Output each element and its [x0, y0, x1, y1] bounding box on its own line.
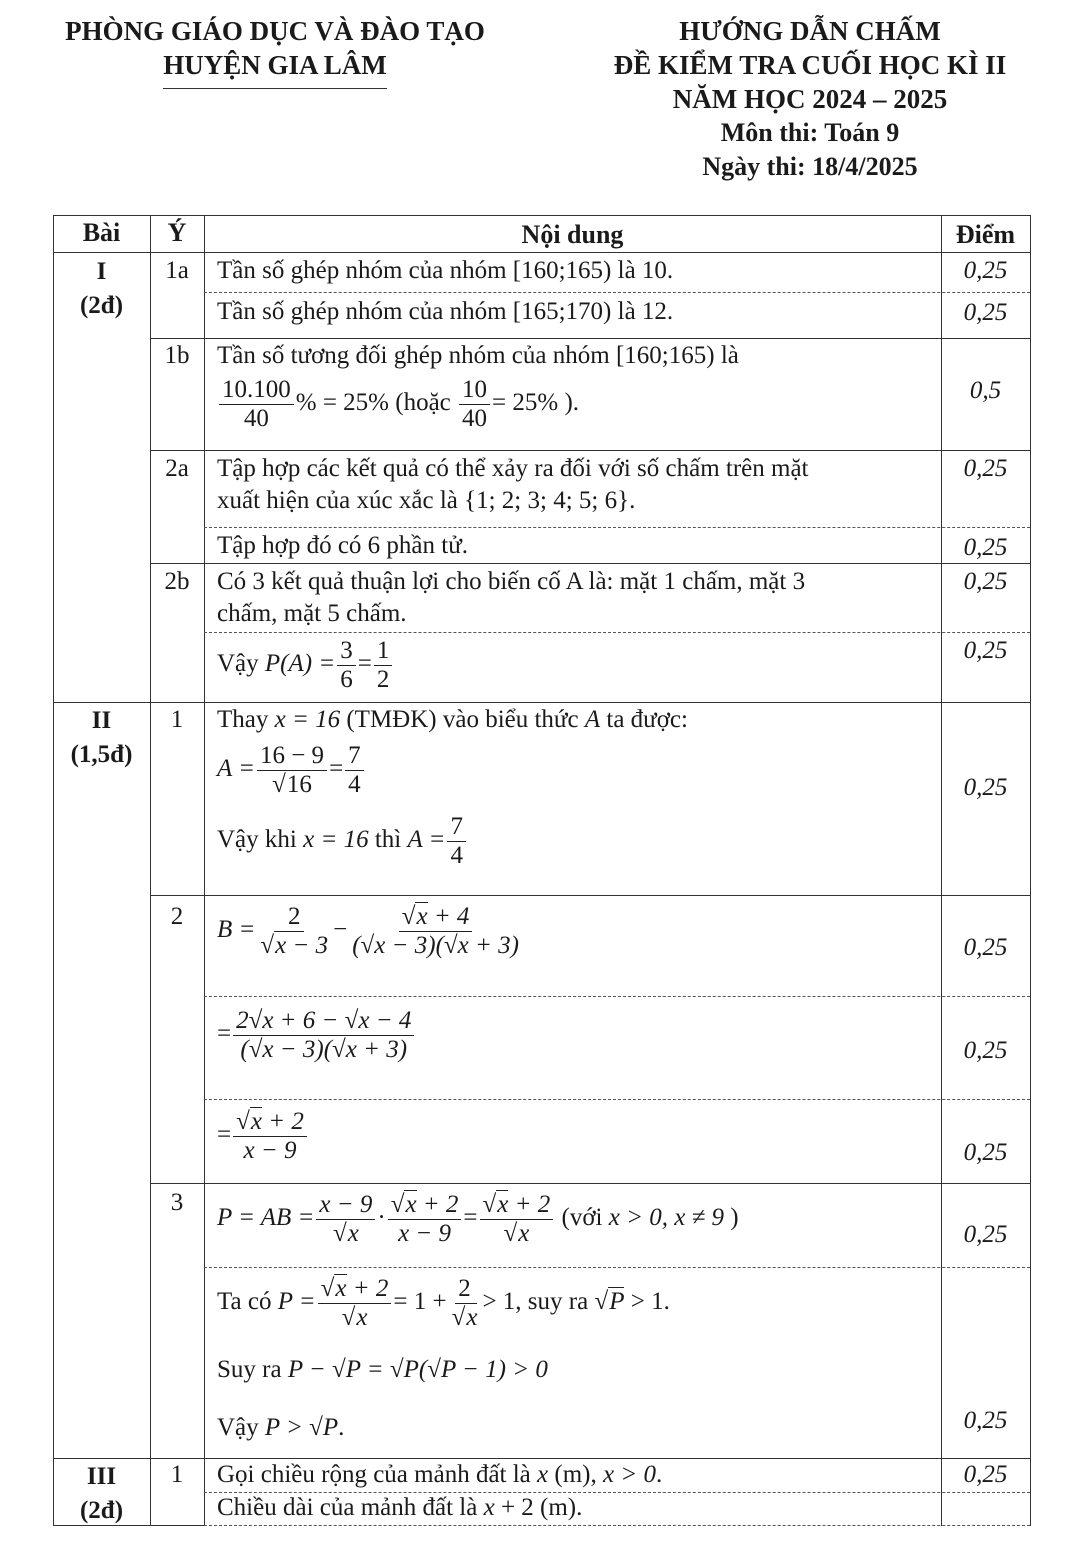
step-divider — [204, 1099, 1030, 1100]
answer-step — [217, 1492, 937, 1524]
step-divider — [204, 292, 1030, 293]
text: thì — [368, 826, 408, 854]
fraction — [233, 1007, 414, 1064]
item-label: 1b — [164, 342, 190, 369]
table-border-right — [1030, 215, 1031, 1526]
fraction — [318, 1275, 392, 1332]
issuer-line-1: PHÒNG GIÁO DỤC VÀ ĐÀO TẠO — [65, 16, 485, 46]
answer-step — [217, 566, 937, 630]
math: P = — [277, 1288, 316, 1316]
sqrt — [321, 1275, 335, 1302]
numerator — [318, 1275, 392, 1304]
denominator — [339, 1304, 371, 1332]
fraction — [459, 376, 490, 433]
step-points: 0,25 — [963, 257, 1008, 284]
step-points: 0,25 — [963, 1037, 1008, 1064]
text: là — [714, 342, 739, 369]
step-points: 0,25 — [963, 534, 1008, 561]
interval: [160;165) — [615, 342, 715, 369]
text: , suy ra — [515, 1288, 595, 1316]
text: Vậy — [217, 650, 265, 678]
denominator: (√x − 3)(√x + 3) — [352, 932, 519, 959]
step-points: 0,25 — [963, 637, 1008, 664]
text: Suy ra — [217, 1356, 288, 1383]
math: x = 16 — [274, 706, 341, 733]
denominator — [330, 1220, 362, 1248]
sqrt — [260, 932, 274, 959]
text: xuất hiện của xúc xắc là — [217, 487, 465, 514]
text: = 25% ). — [492, 389, 580, 417]
text: + 2 — [508, 1191, 551, 1218]
step-points: 0,25 — [963, 1221, 1008, 1248]
text: là 12. — [611, 298, 674, 325]
subject: Môn thi: Toán 9 — [720, 118, 900, 147]
item-label: 1a — [165, 257, 189, 284]
text: + 2 — [416, 1191, 459, 1218]
numerator: 10 — [459, 376, 490, 405]
numerator: 7 — [345, 742, 364, 771]
text: Tần số tương đối ghép nhóm của nhóm — [217, 342, 616, 369]
section-label — [53, 1460, 150, 1528]
exam-name: ĐỀ KIỂM TRA CUỐI HỌC KÌ II — [613, 50, 1007, 80]
fraction — [480, 1191, 554, 1248]
radicand: x — [356, 1304, 368, 1331]
radicand: x — [335, 1275, 347, 1302]
text: % = 25% (hoặc — [295, 389, 458, 417]
answer-step: Tập hợp đó có 6 phần tử. — [217, 532, 469, 559]
math: x > 0 — [603, 1461, 656, 1488]
text: Thay — [217, 706, 275, 733]
radicand: x — [250, 1108, 262, 1135]
fraction — [316, 1191, 375, 1248]
fraction — [257, 903, 331, 960]
text: Ta có — [217, 1288, 278, 1316]
sqrt — [452, 1304, 466, 1331]
text: ta được: — [600, 706, 688, 733]
radicand: x — [275, 932, 287, 959]
sqrt — [402, 903, 416, 930]
math: P(A) = — [264, 650, 336, 678]
math: P − √P = √P(√P − 1) > 0 — [287, 1356, 548, 1383]
numerator: 7 — [447, 813, 466, 842]
sqrt — [236, 1108, 250, 1135]
math: B = — [217, 916, 256, 944]
item-label: 2 — [170, 903, 184, 930]
text: Có 3 kết quả thuận lợi cho biến cố A là: mặt 1 chấm, mặt 3 — [217, 568, 806, 595]
math: x > 0, x ≠ 9 — [608, 1204, 725, 1232]
section-points: (1,5đ) — [70, 741, 133, 768]
text: − 3 — [286, 932, 329, 959]
text: + 2 — [261, 1108, 304, 1135]
numerator: x − 9 — [316, 1191, 375, 1220]
issuer-line-2: HUYỆN GIA LÂM — [163, 48, 387, 89]
document-title-block — [560, 14, 1060, 184]
step-points: 0,25 — [963, 1461, 1008, 1488]
answer-step — [217, 296, 937, 328]
section-divider — [53, 702, 1030, 703]
numerator: 10.100 — [219, 376, 294, 405]
math: x = 16 — [303, 826, 369, 854]
exam-date: Ngày thi: 18/4/2025 — [702, 152, 918, 181]
school-year: NĂM HỌC 2024 – 2025 — [672, 84, 948, 114]
numerator: 1 — [374, 637, 393, 666]
step-points: 0,25 — [963, 934, 1008, 961]
col-divider-bai — [150, 215, 151, 1526]
math: − — [333, 916, 348, 944]
step-points: 0,5 — [969, 377, 1002, 404]
sqrt — [272, 771, 286, 798]
math: = 1 + — [393, 1288, 447, 1316]
math: = — [217, 1121, 232, 1149]
math: P > √P — [264, 1414, 339, 1441]
text: + 2 (m). — [494, 1494, 583, 1521]
text: Vậy khi — [217, 826, 304, 854]
step-points: 0,25 — [963, 774, 1008, 801]
row-divider — [150, 563, 1030, 564]
answer-step — [217, 1459, 937, 1491]
text: ) — [724, 1204, 739, 1232]
math: = — [357, 650, 372, 678]
math: = — [217, 1020, 232, 1048]
section-number: III — [86, 1463, 117, 1490]
math: A — [584, 706, 601, 733]
denominator: 2 — [376, 666, 390, 693]
grading-table — [53, 215, 1030, 1526]
issuer-block — [20, 14, 530, 89]
doc-title: HƯỚNG DẪN CHẤM — [679, 16, 941, 46]
fraction — [388, 1191, 462, 1248]
radicand: x — [416, 903, 428, 930]
radicand: x — [405, 1191, 417, 1218]
section-label — [53, 704, 150, 772]
section-points: (2đ) — [79, 1497, 124, 1524]
math: x — [537, 1461, 549, 1488]
col-header-bai: Bài — [82, 218, 121, 247]
interval: [160;165) — [512, 257, 612, 284]
text: + 4 — [427, 903, 470, 930]
denominator: 40 — [243, 405, 269, 432]
text: . — [629, 487, 636, 514]
fraction — [345, 742, 364, 799]
math: > 1 — [482, 1288, 516, 1316]
item-label: 1 — [170, 1461, 184, 1488]
section-number: II — [91, 707, 112, 734]
text: Tần số ghép nhóm của nhóm — [217, 257, 513, 284]
text: chấm, mặt 5 chấm. — [217, 600, 407, 627]
sqrt — [391, 1191, 405, 1218]
math: x — [483, 1494, 495, 1521]
radicand: x — [497, 1191, 509, 1218]
col-header-y: Ý — [167, 218, 187, 247]
math: · — [377, 1204, 386, 1232]
numerator — [480, 1191, 554, 1220]
item-label: 3 — [170, 1189, 184, 1216]
row-divider — [150, 338, 1030, 339]
row-divider — [150, 895, 1030, 896]
radicand: 16 — [286, 771, 312, 798]
sqrt — [503, 1220, 517, 1247]
sqrt — [594, 1288, 608, 1315]
math: = — [463, 1204, 478, 1232]
text: là 10. — [611, 257, 674, 284]
numerator: 2 — [455, 1275, 474, 1304]
numerator — [388, 1191, 462, 1220]
text: Vậy — [217, 1414, 265, 1441]
step-divider — [204, 1267, 1030, 1268]
answer-step — [217, 340, 937, 433]
col-divider-content — [941, 215, 942, 1526]
answer-step — [217, 903, 937, 960]
numerator: 2√x + 6 − √x − 4 — [233, 1007, 414, 1036]
text: (m), — [548, 1461, 604, 1488]
text: . — [338, 1414, 345, 1441]
sqrt — [342, 1304, 356, 1331]
section-points: (2đ) — [79, 292, 124, 319]
denominator: 40 — [462, 405, 488, 432]
item-label: 1 — [170, 706, 184, 733]
table-border-bottom — [53, 1525, 204, 1526]
sqrt — [483, 1191, 497, 1218]
row-divider — [150, 450, 1030, 451]
answer-step — [217, 255, 937, 287]
answer-step — [217, 637, 937, 694]
step-points: 0,25 — [963, 1139, 1008, 1166]
denominator — [269, 771, 315, 799]
math: P = AB = — [217, 1204, 315, 1232]
denominator — [500, 1220, 532, 1248]
step-divider — [204, 632, 1030, 633]
radicand: x — [518, 1220, 530, 1247]
fraction — [233, 1108, 307, 1165]
answer-step — [217, 1007, 937, 1064]
step-points: 0,25 — [963, 455, 1008, 482]
sqrt — [333, 1220, 347, 1247]
interval: [165;170) — [512, 298, 612, 325]
step-points: 0,25 — [963, 1407, 1008, 1434]
text: (với — [555, 1204, 609, 1232]
row-divider — [53, 252, 1030, 253]
table-border-left — [53, 215, 54, 1526]
row-divider — [150, 1183, 1030, 1184]
math: = — [329, 755, 344, 783]
numerator: 16 − 9 — [257, 742, 327, 771]
math: A = — [217, 755, 255, 783]
item-label: 2a — [165, 455, 189, 482]
radicand: x — [466, 1304, 478, 1331]
step-points: 0,25 — [963, 568, 1008, 595]
text: Chiều dài của mảnh đất là — [217, 1494, 484, 1521]
fraction — [219, 376, 294, 433]
text: Gọi chiều rộng của mảnh đất là — [217, 1461, 538, 1488]
fraction — [337, 637, 356, 694]
step-divider — [204, 527, 1030, 528]
denominator: 6 — [340, 666, 353, 693]
numerator: 3 — [337, 637, 356, 666]
numerator — [399, 903, 473, 932]
fraction — [349, 903, 522, 960]
denominator — [257, 932, 331, 960]
denominator: 4 — [348, 771, 361, 798]
step-divider — [204, 996, 1030, 997]
step-divider — [204, 1525, 1030, 1526]
denominator: 4 — [450, 842, 463, 869]
fraction — [374, 637, 393, 694]
table-border-top — [53, 215, 1030, 216]
answer-step — [217, 453, 937, 517]
set: {1; 2; 3; 4; 5; 6} — [464, 487, 630, 514]
col-header-diem: Điểm — [955, 220, 1016, 249]
denominator: x − 9 — [243, 1137, 297, 1164]
text: . — [655, 1461, 663, 1488]
fraction — [447, 813, 466, 870]
answer-step — [217, 1191, 937, 1248]
col-divider-y — [204, 215, 205, 1526]
denominator: (√x − 3)(√x + 3) — [240, 1036, 408, 1063]
answer-step — [217, 704, 937, 870]
text: Tập hợp các kết quả có thể xảy ra đối với số chấm trên mặt — [217, 455, 809, 482]
section-label — [53, 255, 150, 323]
denominator: x − 9 — [398, 1220, 452, 1247]
math: > 1. — [624, 1288, 670, 1316]
answer-step — [217, 1108, 937, 1165]
fraction — [257, 742, 327, 799]
text: + 2 — [346, 1275, 389, 1302]
step-points: 0,25 — [963, 299, 1008, 326]
numerator — [233, 1108, 307, 1137]
radicand: P — [609, 1288, 625, 1316]
numerator: 2 — [285, 903, 304, 932]
fraction — [449, 1275, 481, 1332]
section-number: I — [96, 258, 107, 285]
item-label: 2b — [164, 568, 190, 595]
denominator — [449, 1304, 481, 1332]
text: (TMĐK) vào biểu thức — [340, 706, 585, 733]
text: Tần số ghép nhóm của nhóm — [217, 298, 513, 325]
math: A = — [407, 826, 446, 854]
radicand: x — [347, 1220, 359, 1247]
col-header-noi-dung: Nội dung — [521, 220, 624, 249]
answer-step — [217, 1275, 937, 1444]
